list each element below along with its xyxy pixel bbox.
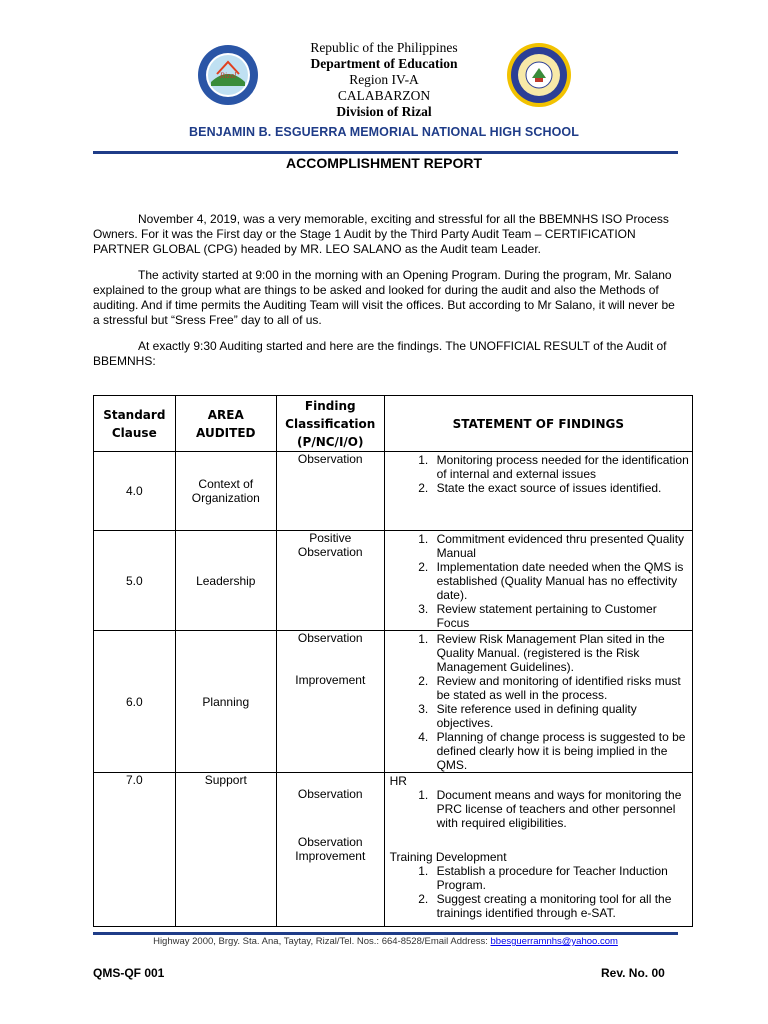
area-line1: Context of xyxy=(198,477,254,491)
table-row xyxy=(94,531,693,631)
table-row xyxy=(94,773,693,927)
header-department: Department of Education xyxy=(310,56,458,71)
header-area-line2: AUDITED xyxy=(196,425,256,440)
classification-line2: Observation xyxy=(297,545,363,559)
area-line2: Organization xyxy=(191,491,260,505)
header-republic: Republic of the Philippines xyxy=(310,40,458,55)
document-code: QMS-QF 001 xyxy=(93,966,165,980)
area-cell: Planning xyxy=(175,631,276,773)
header-calabarzon: CALABARZON xyxy=(337,88,431,103)
findings-group-training: Training Development xyxy=(389,850,507,864)
clause-cell: 4.0 xyxy=(94,452,176,531)
classification-observation: Observation xyxy=(297,631,363,645)
findings-list-training xyxy=(385,864,692,920)
findings-cell xyxy=(384,631,692,773)
clause-cell: 5.0 xyxy=(94,531,176,631)
header-divider xyxy=(93,151,678,154)
revision-number: Rev. No. 00 xyxy=(601,966,665,980)
header-std-line1: Standard xyxy=(103,407,166,422)
classification-improvement: Improvement xyxy=(295,849,366,863)
classification-text: Observation xyxy=(297,452,363,466)
footer-address xyxy=(93,936,678,947)
finding-item: 3. Review statement pertaining to Customer Focus xyxy=(432,602,692,630)
finding-item: 2. Suggest creating a monitoring tool for all the trainings identified through e-SAT. xyxy=(432,892,692,920)
finding-item: 1. Document means and ways for monitoring the PRC license of teachers and other personnel with required eligibilities. xyxy=(432,788,692,830)
paragraph-3: At exactly 9:30 Auditing started and here are the findings. The UNOFFICIAL RESULT of the Audit of BBEMNHS: xyxy=(93,339,667,368)
finding-item: 4. Planning of change process is suggested to be defined clearly how it is being implied in the QMS. xyxy=(432,730,692,772)
findings-group-hr: HR xyxy=(389,774,407,788)
finding-item: 1. Monitoring process needed for the identification of internal and external issues xyxy=(432,453,692,481)
header-class-line1: Finding xyxy=(304,398,356,413)
report-title: ACCOMPLISHMENT REPORT xyxy=(286,155,482,171)
classification-cell xyxy=(276,531,384,631)
findings-list xyxy=(385,453,692,495)
footer-divider xyxy=(93,932,678,935)
header-class-line3: (P/NC/I/O) xyxy=(297,434,364,449)
findings-cell xyxy=(384,773,692,927)
findings-list xyxy=(385,632,692,772)
area-cell xyxy=(175,452,276,531)
findings-table xyxy=(93,395,693,927)
header-region: Region IV-A xyxy=(349,72,419,87)
clause-cell: 6.0 xyxy=(94,631,176,773)
report-body xyxy=(93,212,678,380)
classification-cell xyxy=(276,452,384,531)
finding-item: 1. Establish a procedure for Teacher Induction Program. xyxy=(432,864,692,892)
header-std-line2: Clause xyxy=(111,425,157,440)
classification-cell xyxy=(276,631,384,773)
finding-item: 1. Commitment evidenced thru presented Quality Manual xyxy=(432,532,692,560)
finding-item: 2. Review and monitoring of identified risks must be stated as well in the process. xyxy=(432,674,692,702)
header-standard-clause xyxy=(94,396,176,452)
finding-item: 3. Site reference used in defining quality objectives. xyxy=(432,702,692,730)
svg-text:Rizal: Rizal xyxy=(219,71,237,80)
finding-item: 2. State the exact source of issues identified. xyxy=(432,481,692,495)
email-link[interactable]: bbesguerramnhs@yahoo.com xyxy=(490,936,618,947)
header-division: Division of Rizal xyxy=(336,104,432,119)
finding-item: 2. Implementation date needed when the QMS is established (Quality Manual has no effectivity date). xyxy=(432,560,692,602)
table-row xyxy=(94,452,693,531)
classification-observation-2: Observation xyxy=(297,835,363,849)
table-header-row xyxy=(94,396,693,452)
header-class-line2: Classification xyxy=(285,416,376,431)
paragraph-2: The activity started at 9:00 in the morning with an Opening Program. During the program, Mr. Salano explained to the group what are things to be asked and looked for during the audit and also the Methods of auditing. And if time permits the Auditing Team will visit the offices. But according to Mr Salano, it will never be a stressful but “Sress Free” day to all of us. xyxy=(93,268,675,327)
area-cell: Support xyxy=(175,773,276,927)
classification-observation: Observation xyxy=(297,787,363,801)
classification-improvement: Improvement xyxy=(295,673,366,687)
area-cell: Leadership xyxy=(175,531,276,631)
findings-cell xyxy=(384,452,692,531)
paragraph-1: November 4, 2019, was a very memorable, exciting and stressful for all the BBEMNHS ISO Process Owners. For it was the First day or the Stage 1 Audit by the Third Party Audit Team – CERTIFICATION PARTNER GLOBAL (CPG) headed by MR. LEO SALANO as the Audit team Leader. xyxy=(93,212,669,256)
findings-list xyxy=(385,532,692,630)
header-statement-of-findings: STATEMENT OF FINDINGS xyxy=(384,396,692,452)
finding-item: 1. Review Risk Management Plan sited in the Quality Manual. (registered is the Risk Management Guidelines). xyxy=(432,632,692,674)
header-area-line1: AREA xyxy=(207,407,244,422)
findings-list-hr xyxy=(385,788,692,830)
letterhead xyxy=(0,40,768,139)
classification-cell xyxy=(276,773,384,927)
header-finding-classification xyxy=(276,396,384,452)
header-area-audited xyxy=(175,396,276,452)
findings-cell xyxy=(384,531,692,631)
address-text: Highway 2000, Brgy. Sta. Ana, Taytay, Rizal/Tel. Nos.: 664-8528/Email Address: xyxy=(153,936,491,947)
clause-cell: 7.0 xyxy=(94,773,176,927)
school-name: BENJAMIN B. ESGUERRA MEMORIAL NATIONAL HIGH SCHOOL xyxy=(189,125,579,139)
table-row xyxy=(94,631,693,773)
classification-line1: Positive xyxy=(309,531,352,545)
